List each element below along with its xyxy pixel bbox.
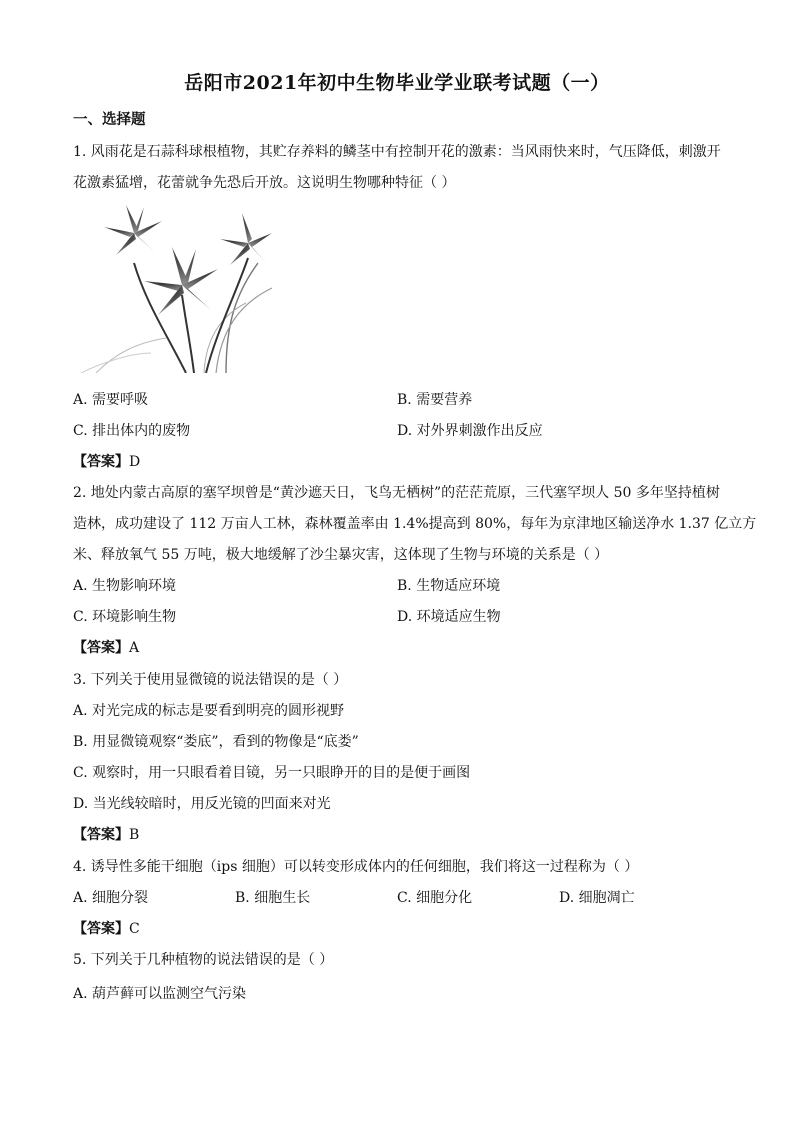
answer-value: A	[129, 640, 140, 656]
q4-option-a: A. 细胞分裂	[73, 890, 149, 906]
page-title: 岳阳市2021年初中生物毕业学业联考试题（一）	[184, 72, 610, 94]
q3-option-d: D. 当光线较暗时，用反光镜的凹面来对光	[73, 796, 331, 812]
q1-option-d: D. 对外界刺激作出反应	[397, 423, 543, 439]
answer-label: 【答案】	[73, 640, 129, 656]
section-heading: 一、选择题	[73, 111, 146, 128]
answer-value: D	[129, 454, 141, 470]
q2-answer	[73, 638, 139, 658]
question-2-line-2: 造林，成功建设了 112 万亩人工林，森林覆盖率由 1.4%提高到 80%，每年为京津地区输送净水 1.37 亿立方	[73, 516, 757, 532]
question-1-line-2: 花激素猛增，花蕾就争先恐后开放。这说明生物哪种特征（ ）	[73, 175, 456, 191]
q5-option-a: A. 葫芦藓可以监测空气污染	[73, 986, 247, 1002]
q2-option-d: D. 环境适应生物	[397, 609, 501, 625]
q2-option-c: C. 环境影响生物	[73, 609, 177, 625]
question-2-line-1: 2. 地处内蒙古高原的塞罕坝曾是“黄沙遮天日，飞鸟无栖树”的茫茫荒原，三代塞罕坝人 50 多年坚持植树	[73, 485, 720, 501]
question-1-line-1: 1. 风雨花是石蒜科球根植物，其贮存养料的鳞茎中有控制开花的激素：当风雨快来时，气压降低，刺激开	[73, 144, 721, 160]
q4-answer	[73, 919, 140, 939]
rain-lily-flower-image	[76, 203, 272, 373]
q3-option-c: C. 观察时，用一只眼看着目镜，另一只眼睁开的目的是便于画图	[73, 765, 471, 781]
question-2-line-3: 米、释放氧气 55 万吨，极大地缓解了沙尘暴灾害，这体现了生物与环境的关系是（ ）	[73, 547, 609, 563]
answer-value: C	[129, 921, 140, 937]
q3-option-a: A. 对光完成的标志是要看到明亮的圆形视野	[73, 703, 345, 719]
q3-option-b: B. 用显微镜观察“娄底”，看到的物像是“底娄”	[73, 734, 359, 750]
question-5-line-1: 5. 下列关于几种植物的说法错误的是（ ）	[73, 952, 334, 968]
answer-label: 【答案】	[73, 921, 129, 937]
answer-label: 【答案】	[73, 827, 129, 843]
q4-option-b: B. 细胞生长	[235, 890, 311, 906]
q4-option-d: D. 细胞凋亡	[559, 890, 635, 906]
answer-label: 【答案】	[73, 454, 129, 470]
q1-answer	[73, 452, 140, 472]
q4-option-c: C. 细胞分化	[397, 890, 473, 906]
question-4-line-1: 4. 诱导性多能干细胞（ips 细胞）可以转变形成体内的任何细胞，我们将这一过程称为（ ）	[73, 859, 639, 875]
q1-option-a: A. 需要呼吸	[73, 392, 149, 408]
q2-option-b: B. 生物适应环境	[397, 578, 501, 594]
q1-option-b: B. 需要营养	[397, 392, 473, 408]
question-3-line-1: 3. 下列关于使用显微镜的说法错误的是（ ）	[73, 672, 348, 688]
answer-value: B	[129, 827, 140, 843]
q3-answer	[73, 825, 139, 845]
q2-option-a: A. 生物影响环境	[73, 578, 177, 594]
q1-option-c: C. 排出体内的废物	[73, 423, 191, 439]
